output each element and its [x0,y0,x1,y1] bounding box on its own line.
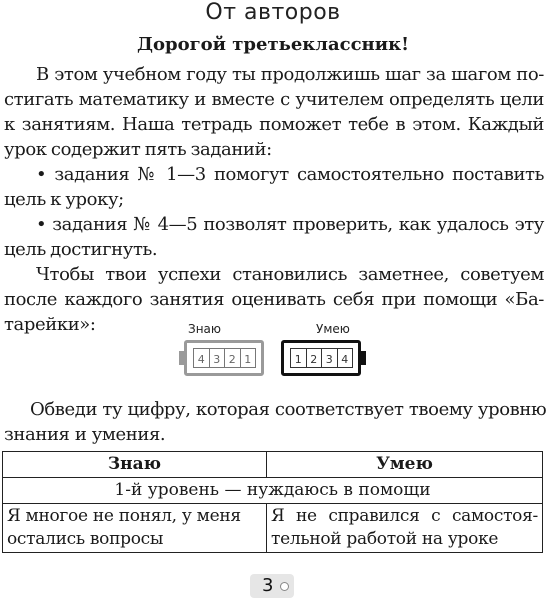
battery-cell: 3 [209,348,226,368]
instruction-text [4,397,546,447]
battery-cell: 1 [290,348,307,368]
circle-icon [280,582,289,591]
battery-cell: 2 [224,348,241,368]
intro-line: урок содержит пять заданий: [4,139,272,160]
know-battery [184,340,264,376]
levels-table [2,451,543,553]
page-number: 3 [262,575,274,596]
level-heading: 1-й уровень — нуждаюсь в помощи [3,478,543,504]
bullet-item-2-cont: цель достигнуть. [4,239,158,260]
bullet-item-1: • задания № 1—3 помогут самостоятельно поставить [36,164,544,185]
bullet-item-2: • задания № 4—5 позволят проверить, как удалось эту [36,214,544,235]
battery-cell: 2 [306,348,323,368]
can-battery [281,340,361,376]
cell-line: остались вопросы [7,529,164,549]
column-header-can: Умею [267,452,543,478]
instruction-line: Обведи ту цифру, которая соответствует твоему уровню [30,399,546,420]
battery-cells [290,348,352,368]
table-row [3,504,543,553]
section-title: От авторов [205,0,341,25]
can-description [267,504,543,553]
cell-line: Я не справился с самостоя- [271,506,538,526]
battery-terminal [361,351,366,365]
battery-cell: 1 [240,348,257,368]
bullet-item-1-cont: цель к уроку; [4,189,124,210]
battery-cell: 4 [337,348,354,368]
intro-line: В этом учебном году ты продолжишь шаг за шагом по- [36,64,544,85]
battery-cell: 4 [193,348,210,368]
intro-line: к занятиям. Наша тетрадь поможет тебе в этом. Каждый [4,114,544,135]
advice-line: после каждого занятия оценивать себя при помощи «Ба- [4,289,544,310]
greeting-heading: Дорогой третьеклассник! [137,34,409,55]
battery-cell: 3 [321,348,338,368]
table-header-row [3,452,543,478]
can-label: Умею [316,322,350,336]
advice-line: тарейки»: [4,314,96,335]
cell-line: тельной работой на уроке [271,529,499,549]
battery-cells [193,348,255,368]
know-label: Знаю [188,322,221,336]
intro-line: стигать математику и вместе с учителем определять цели [4,89,544,110]
battery-illustration [0,322,546,382]
cell-line: Я многое не понял, у меня [7,506,241,526]
page-number-badge [250,574,294,598]
advice-line: Чтобы твои успехи становились заметнее, советуем [36,264,544,285]
intro-text [4,62,544,337]
column-header-know: Знаю [3,452,267,478]
battery-terminal [179,351,184,365]
know-description [3,504,267,553]
instruction-line: знания и умения. [4,424,166,445]
table-row [3,478,543,504]
